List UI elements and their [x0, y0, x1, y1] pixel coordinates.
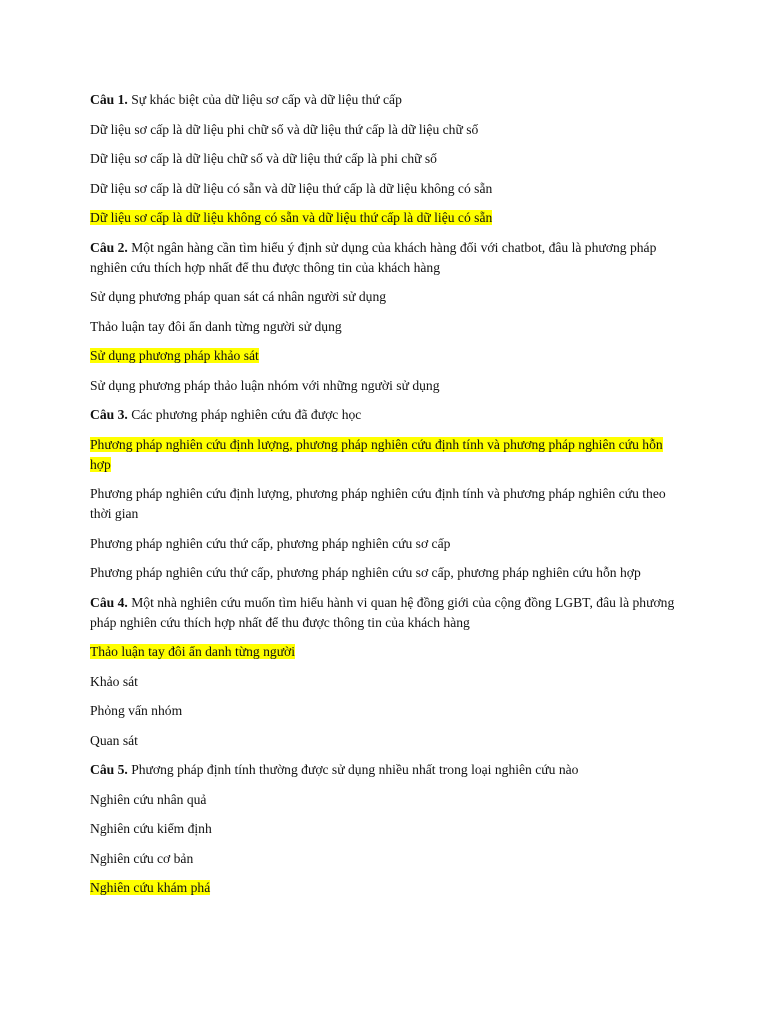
answer-option: [90, 731, 686, 751]
question-text: Phương pháp định tính thường được sử dụng nhiều nhất trong loại nghiên cứu nào: [131, 762, 579, 777]
question-4: [90, 593, 686, 633]
answer-text: Khảo sát: [90, 673, 138, 689]
answer-text: Sử dụng phương pháp quan sát cá nhân người sử dụng: [90, 289, 387, 304]
answer-text: Dữ liệu sơ cấp là dữ liệu có sẵn và dữ liệu thứ cấp là dữ liệu không có sẵn: [90, 180, 493, 196]
answer-text: Nghiên cứu khám phá: [90, 880, 211, 895]
answer-option: [90, 563, 686, 583]
answer-option: [90, 672, 686, 692]
question-1: [90, 90, 686, 110]
answer-text: Phương pháp nghiên cứu định lượng, phương pháp nghiên cứu định tính và phương pháp nghiên cứu theo thời gian: [90, 486, 666, 521]
answer-option: [90, 642, 686, 662]
answer-option: [90, 208, 686, 228]
answer-text: Nghiên cứu kiểm định: [90, 821, 212, 836]
answer-text: Phương pháp nghiên cứu thứ cấp, phương pháp nghiên cứu sơ cấp, phương pháp nghiên cứu hỗn hợp: [90, 565, 641, 580]
answer-text: Dữ liệu sơ cấp là dữ liệu chữ số và dữ liệu thứ cấp là phi chữ số: [90, 151, 437, 166]
answer-text: Dữ liệu sơ cấp là dữ liệu không có sẵn và dữ liệu thứ cấp là dữ liệu có sẵn: [90, 210, 493, 225]
answer-option: [90, 701, 686, 721]
answer-text: Sử dụng phương pháp khảo sát: [90, 348, 259, 363]
answer-text: Nghiên cứu nhân quả: [90, 791, 207, 807]
answer-text: Nghiên cứu cơ bản: [90, 850, 194, 866]
question-text: Sự khác biệt của dữ liệu sơ cấp và dữ liệu thứ cấp: [131, 92, 402, 107]
question-text: Một nhà nghiên cứu muốn tìm hiểu hành vi quan hệ đồng giới của cộng đồng LGBT, đâu là phương pháp nghiên cứu thích hợp nhất để thu được thông tin của khách hàng: [90, 594, 675, 630]
answer-option: [90, 376, 686, 396]
answer-option: [90, 878, 686, 898]
answer-text: Dữ liệu sơ cấp là dữ liệu phi chữ số và dữ liệu thứ cấp là dữ liệu chữ số: [90, 121, 479, 137]
answer-option: [90, 435, 686, 475]
question-number: Câu 3.: [90, 407, 128, 422]
question-3: [90, 405, 686, 425]
answer-option: [90, 287, 686, 307]
answer-option: [90, 317, 686, 337]
answer-option: [90, 849, 686, 869]
answer-option: [90, 819, 686, 839]
answer-text: Quan sát: [90, 732, 138, 748]
question-text: Các phương pháp nghiên cứu đã được học: [131, 407, 362, 422]
answer-text: Phương pháp nghiên cứu định lượng, phương pháp nghiên cứu định tính và phương pháp nghiên cứu hỗn hợp: [90, 436, 663, 472]
answer-option: [90, 346, 686, 366]
answer-option: [90, 484, 686, 524]
question-number: Câu 5.: [90, 762, 128, 777]
answer-option: [90, 149, 686, 169]
question-number: Câu 4.: [90, 594, 128, 610]
answer-text: Sử dụng phương pháp thảo luận nhóm với những người sử dụng: [90, 377, 440, 393]
document-page: [90, 90, 686, 908]
answer-option: [90, 534, 686, 554]
question-5: [90, 760, 686, 780]
answer-option: [90, 120, 686, 140]
question-number: Câu 2.: [90, 239, 128, 255]
question-2: [90, 238, 686, 278]
answer-option: [90, 790, 686, 810]
question-text: Một ngân hàng cần tìm hiểu ý định sử dụng của khách hàng đối với chatbot, đâu là phương pháp nghiên cứu thích hợp nhất để thu được thông tin của khách hàng: [90, 239, 657, 275]
answer-text: Phỏng vấn nhóm: [90, 703, 183, 718]
answer-text: Thảo luận tay đôi ẩn danh từng người: [90, 644, 296, 659]
question-number: Câu 1.: [90, 92, 128, 107]
answer-option: [90, 179, 686, 199]
answer-text: Thảo luận tay đôi ẩn danh từng người sử dụng: [90, 318, 342, 334]
answer-text: Phương pháp nghiên cứu thứ cấp, phương pháp nghiên cứu sơ cấp: [90, 535, 451, 551]
